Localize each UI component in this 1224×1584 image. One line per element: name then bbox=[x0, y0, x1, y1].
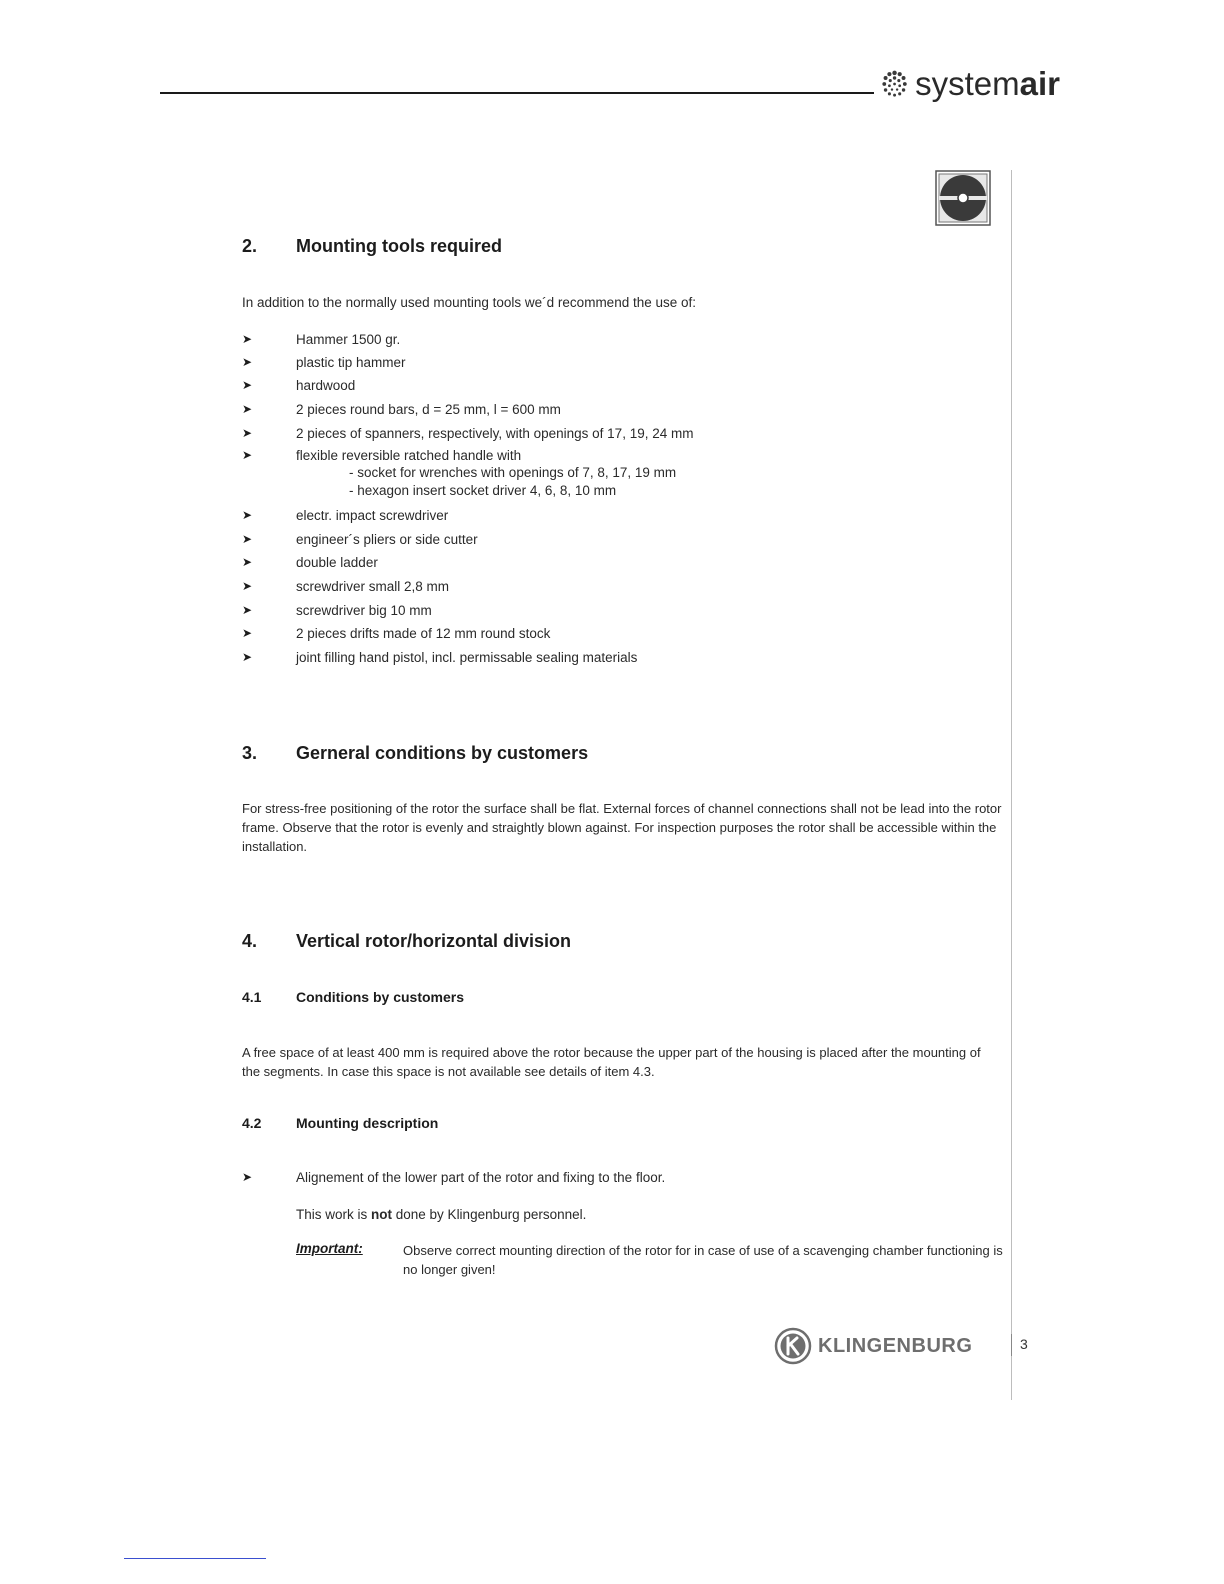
section-3-title: Gerneral conditions by customers bbox=[296, 743, 589, 763]
list-item bbox=[242, 552, 378, 572]
section-2-number: 2. bbox=[242, 236, 258, 256]
list-item-text: flexible reversible ratched handle with bbox=[296, 447, 522, 463]
list-item bbox=[242, 647, 637, 667]
list-item bbox=[242, 445, 521, 465]
bullet-arrow-icon: ➤ bbox=[242, 378, 253, 392]
note-text: done by Klingenburg personnel. bbox=[392, 1207, 587, 1222]
klingenburg-wordmark: KLINGENBURG bbox=[818, 1334, 973, 1357]
list-item-text: plastic tip hammer bbox=[296, 354, 406, 370]
list-item-text: 2 pieces round bars, d = 25 mm, l = 600 mm bbox=[296, 401, 561, 417]
list-item bbox=[242, 623, 550, 643]
page-number-separator bbox=[1011, 1334, 1012, 1356]
list-item bbox=[242, 399, 561, 419]
list-item bbox=[242, 576, 449, 596]
section-4-2-number: 4.2 bbox=[242, 1115, 262, 1131]
bullet-arrow-icon: ➤ bbox=[242, 355, 253, 369]
page-number: 3 bbox=[1020, 1336, 1028, 1352]
sub-list-item: - socket for wrenches with openings of 7, 8, 17, 19 mm bbox=[349, 465, 677, 480]
systemair-logo bbox=[880, 64, 1060, 104]
list-item-text: engineer´s pliers or side cutter bbox=[296, 531, 478, 547]
note-text: This work is bbox=[296, 1207, 372, 1222]
footnote-rule bbox=[124, 1558, 266, 1559]
list-item bbox=[242, 423, 693, 443]
bullet-arrow-icon: ➤ bbox=[242, 332, 253, 346]
list-item-text: 2 pieces drifts made of 12 mm round stock bbox=[296, 625, 551, 641]
bullet-arrow-icon: ➤ bbox=[242, 555, 253, 569]
bullet-arrow-icon: ➤ bbox=[242, 603, 253, 617]
systemair-dots-icon bbox=[880, 67, 909, 101]
paragraph-line: the segments. In case this space is not available see details of item 4.3. bbox=[242, 1064, 655, 1079]
note-bold: not bbox=[371, 1207, 393, 1222]
bullet-arrow-icon: ➤ bbox=[242, 626, 253, 640]
header-rule bbox=[160, 92, 874, 94]
sub-list-item: - hexagon insert socket driver 4, 6, 8, 10 mm bbox=[349, 483, 617, 498]
bullet-arrow-icon: ➤ bbox=[242, 426, 253, 440]
list-item bbox=[242, 1167, 665, 1187]
section-3-paragraph bbox=[242, 799, 1002, 856]
list-item-text: electr. impact screwdriver bbox=[296, 507, 449, 523]
klingenburg-k-icon bbox=[774, 1327, 812, 1365]
section-2-intro: In addition to the normally used mounting tools we´d recommend the use of: bbox=[242, 295, 697, 310]
klingenburg-logo bbox=[774, 1326, 1004, 1366]
personnel-note bbox=[296, 1205, 586, 1224]
section-4-1-title: Conditions by customers bbox=[296, 989, 465, 1005]
systemair-wordmark bbox=[915, 67, 1060, 101]
important-line: no longer given! bbox=[403, 1262, 496, 1277]
list-item-text: screwdriver big 10 mm bbox=[296, 602, 432, 618]
list-item-text: screwdriver small 2,8 mm bbox=[296, 578, 450, 594]
list-item bbox=[242, 352, 406, 372]
bullet-arrow-icon: ➤ bbox=[242, 402, 253, 416]
important-line: Observe correct mounting direction of the rotor for in case of use of a scavenging chamber functioning is bbox=[403, 1243, 1003, 1258]
bullet-arrow-icon: ➤ bbox=[242, 1170, 253, 1184]
section-4-1-paragraph bbox=[242, 1043, 1002, 1081]
paragraph-line: For stress-free positioning of the rotor the surface shall be flat. External forces of channel connections shall not be lead into the rotor bbox=[242, 801, 1002, 816]
paragraph-line: frame. Observe that the rotor is evenly and straightly blown against. For inspection purposes the rotor shall be accessible within the bbox=[242, 820, 997, 835]
list-item-text: 2 pieces of spanners, respectively, with openings of 17, 19, 24 mm bbox=[296, 425, 694, 441]
important-label: Important: bbox=[296, 1241, 363, 1256]
bullet-arrow-icon: ➤ bbox=[242, 532, 253, 546]
bullet-arrow-icon: ➤ bbox=[242, 579, 253, 593]
list-item-text: joint filling hand pistol, incl. permissable sealing materials bbox=[296, 649, 638, 665]
list-item-text: Hammer 1500 gr. bbox=[296, 331, 401, 347]
list-item bbox=[242, 375, 355, 395]
bullet-arrow-icon: ➤ bbox=[242, 650, 253, 664]
section-4-number: 4. bbox=[242, 931, 258, 951]
list-item bbox=[242, 529, 478, 549]
rotor-icon bbox=[935, 170, 991, 226]
paragraph-line: A free space of at least 400 mm is required above the rotor because the upper part of the housing is placed after the mounting of bbox=[242, 1045, 981, 1060]
list-item bbox=[242, 505, 448, 525]
section-4-2-title: Mounting description bbox=[296, 1115, 439, 1131]
bullet-arrow-icon: ➤ bbox=[242, 448, 253, 462]
section-2-title: Mounting tools required bbox=[296, 236, 502, 256]
section-4-title: Vertical rotor/horizontal division bbox=[296, 931, 572, 951]
important-text bbox=[403, 1241, 1003, 1279]
brand-bold-text: air bbox=[1019, 65, 1060, 102]
section-3-number: 3. bbox=[242, 743, 258, 763]
bullet-arrow-icon: ➤ bbox=[242, 508, 253, 522]
paragraph-line: installation. bbox=[242, 839, 308, 854]
section-4-1-number: 4.1 bbox=[242, 989, 262, 1005]
list-item bbox=[242, 600, 432, 620]
list-item-text: double ladder bbox=[296, 554, 378, 570]
list-item bbox=[242, 329, 400, 349]
list-item-text: hardwood bbox=[296, 377, 356, 393]
brand-light-text: system bbox=[915, 65, 1020, 102]
list-item-text: Alignement of the lower part of the rotor and fixing to the floor. bbox=[296, 1169, 666, 1185]
right-margin-rule bbox=[1011, 170, 1012, 1400]
